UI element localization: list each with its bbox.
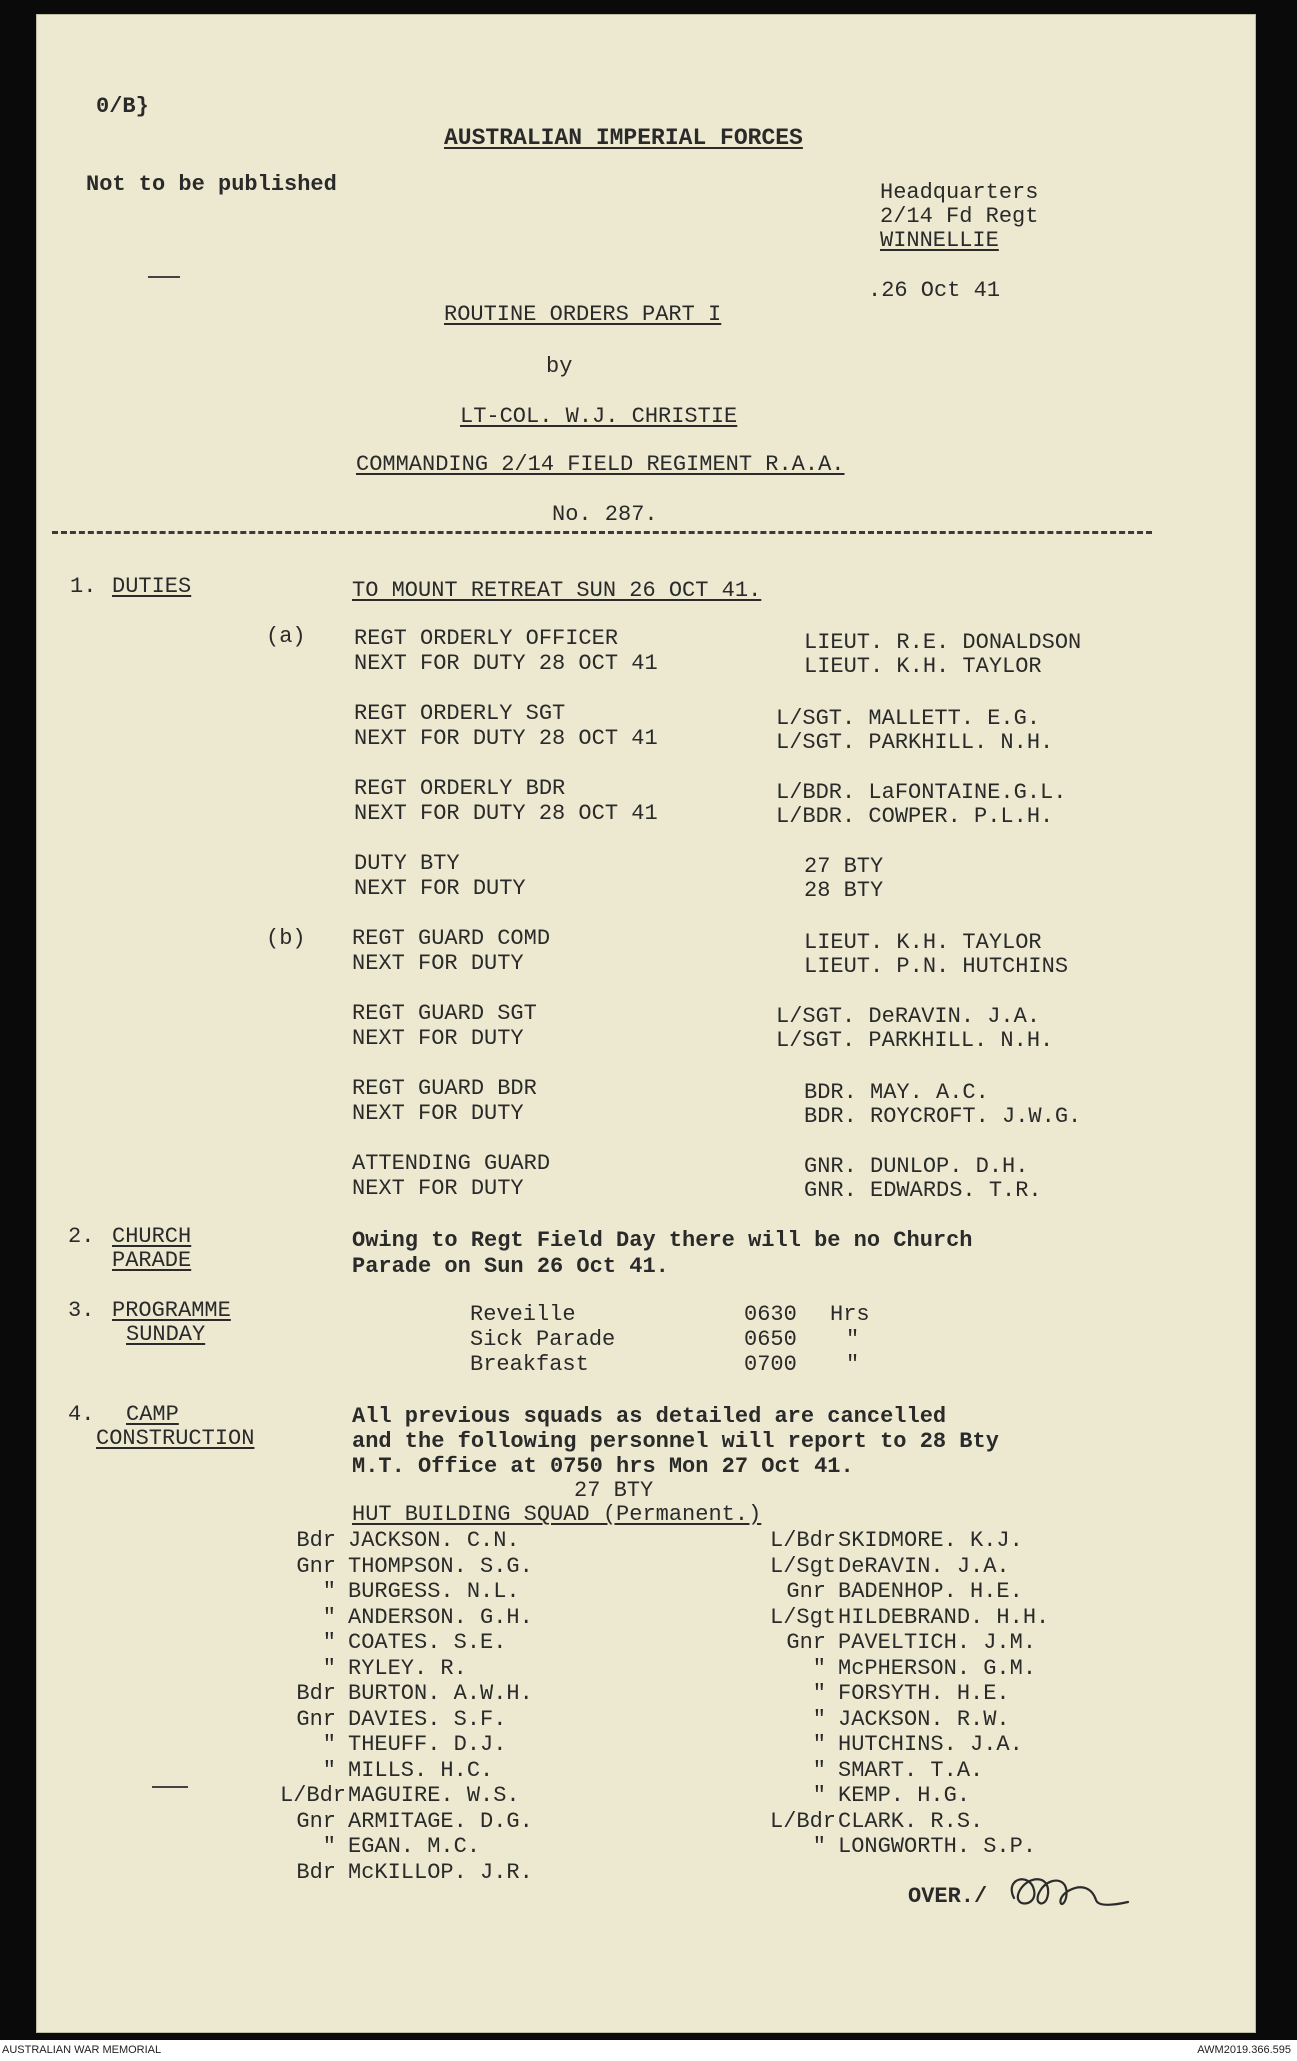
section-2-line-2: Parade on Sun 26 Oct 41. — [352, 1254, 669, 1279]
duty-name: L/SGT. MALLETT. E.G. — [776, 706, 1041, 731]
section-1-number: 1. — [70, 574, 97, 599]
duty-name-next: L/SGT. PARKHILL. N.H. — [776, 730, 1054, 755]
hq-line-3: WINNELLIE — [880, 228, 999, 253]
programme-event: Reveille — [470, 1302, 576, 1327]
reference-mark: 0/B} — [96, 94, 149, 119]
section-4-line-3: M.T. Office at 0750 hrs Mon 27 Oct 41. — [352, 1454, 854, 1479]
member-rank: Gnr — [296, 1706, 336, 1732]
squad-member — [280, 1783, 670, 1809]
duty-role: REGT GUARD SGT — [352, 1001, 537, 1026]
member-rank: " — [812, 1706, 826, 1732]
member-name: McPHERSON. G.M. — [838, 1655, 1037, 1681]
member-rank: L/Sgt — [770, 1604, 837, 1630]
member-rank: L/Bdr — [770, 1528, 837, 1553]
member-name: JACKSON. C.N. — [348, 1528, 520, 1553]
footer-accession: AWM2019.366.595 — [1197, 2044, 1291, 2056]
document-date: .26 Oct 41 — [868, 278, 1001, 303]
squad-member — [770, 1630, 1160, 1656]
squad-right-column — [770, 1528, 1160, 1860]
programme-unit: " — [846, 1352, 860, 1377]
squad-member — [280, 1834, 670, 1860]
duty-role-next: NEXT FOR DUTY — [354, 876, 526, 901]
member-rank: Gnr — [296, 1553, 336, 1579]
member-rank: " — [322, 1579, 336, 1604]
programme-unit: Hrs — [830, 1302, 870, 1327]
squad-member — [280, 1809, 670, 1835]
orders-title: ROUTINE ORDERS PART I — [444, 302, 722, 327]
order-number: No. 287. — [552, 502, 658, 527]
member-name: JACKSON. R.W. — [838, 1706, 1010, 1732]
not-published-note: Not to be published — [86, 172, 337, 197]
member-rank: " — [812, 1681, 826, 1706]
member-rank: " — [322, 1732, 336, 1757]
member-rank: Bdr — [296, 1528, 336, 1553]
member-rank: Gnr — [786, 1630, 826, 1655]
margin-mark — [152, 1786, 188, 1788]
member-rank: " — [812, 1783, 826, 1808]
section-2-number: 2. — [68, 1224, 95, 1249]
member-rank: Gnr — [296, 1808, 336, 1834]
duty-name-next: L/BDR. COWPER. P.L.H. — [776, 804, 1054, 829]
section-3-heading-1: PROGRAMME — [112, 1298, 231, 1323]
signature-initials-icon — [1000, 1868, 1140, 1918]
member-rank: " — [322, 1834, 336, 1859]
section-2-line-1: Owing to Regt Field Day there will be no Church — [352, 1228, 973, 1253]
member-name: BADENHOP. H.E. — [838, 1579, 1023, 1604]
duty-role: REGT GUARD COMD — [352, 926, 551, 951]
section-1-intro: TO MOUNT RETREAT SUN 26 OCT 41. — [352, 578, 762, 603]
member-name: SKIDMORE. K.J. — [838, 1528, 1023, 1553]
section-1-heading: DUTIES — [112, 574, 192, 599]
member-name: HUTCHINS. J.A. — [838, 1732, 1023, 1757]
duty-role-next: NEXT FOR DUTY — [352, 951, 524, 976]
member-name: ANDERSON. G.H. — [348, 1604, 533, 1630]
sub-label-a: (a) — [266, 624, 306, 649]
member-rank: Bdr — [296, 1681, 336, 1706]
duty-name-next: LIEUT. P.N. HUTCHINS — [804, 954, 1069, 979]
duty-name-next: 28 BTY — [804, 878, 884, 903]
duty-role-next: NEXT FOR DUTY 28 OCT 41 — [354, 726, 658, 751]
member-name: MILLS. H.C. — [348, 1757, 494, 1783]
squad-member — [770, 1681, 1160, 1707]
member-name: RYLEY. R. — [348, 1655, 467, 1681]
duty-role-next: NEXT FOR DUTY — [352, 1101, 524, 1126]
member-rank: " — [812, 1732, 826, 1757]
section-2-heading-2: PARADE — [112, 1248, 192, 1273]
member-name: FORSYTH. H.E. — [838, 1681, 1010, 1706]
member-name: BURGESS. N.L. — [348, 1579, 520, 1604]
by-line: by — [546, 354, 573, 379]
duty-role: DUTY BTY — [354, 851, 460, 876]
member-rank: Gnr — [786, 1579, 826, 1604]
commander-name: LT-COL. W.J. CHRISTIE — [460, 404, 738, 429]
section-3-heading-2: SUNDAY — [126, 1322, 206, 1347]
duty-role: REGT GUARD BDR — [352, 1076, 537, 1101]
squad-member — [280, 1528, 670, 1554]
over-note: OVER./ — [908, 1884, 988, 1909]
duty-name: LIEUT. K.H. TAYLOR — [804, 930, 1042, 955]
squad-member — [770, 1554, 1160, 1580]
squad-member — [280, 1860, 670, 1886]
member-name: HILDEBRAND. H.H. — [838, 1604, 1050, 1630]
programme-time: 0650 — [744, 1327, 797, 1352]
duty-name-next: L/SGT. PARKHILL. N.H. — [776, 1028, 1054, 1053]
member-name: PAVELTICH. J.M. — [838, 1630, 1037, 1655]
member-name: ARMITAGE. D.G. — [348, 1808, 533, 1834]
section-4-number: 4. — [68, 1402, 95, 1427]
programme-event: Breakfast — [470, 1352, 589, 1377]
member-rank: Bdr — [296, 1859, 336, 1885]
member-rank: " — [322, 1655, 336, 1681]
squad-member — [770, 1528, 1160, 1554]
squad-member — [280, 1707, 670, 1733]
duty-role: REGT ORDERLY SGT — [354, 701, 566, 726]
squad-left-column — [280, 1528, 670, 1885]
hq-line-1: Headquarters — [880, 180, 1039, 205]
section-4-line-1: All previous squads as detailed are cancelled — [352, 1404, 947, 1429]
duty-role: REGT ORDERLY BDR — [354, 776, 566, 801]
member-name: DAVIES. S.F. — [348, 1706, 507, 1732]
duty-role-next: NEXT FOR DUTY 28 OCT 41 — [354, 651, 658, 676]
duty-name-next: BDR. ROYCROFT. J.W.G. — [804, 1104, 1082, 1129]
programme-time: 0630 — [744, 1302, 797, 1327]
duty-role-next: NEXT FOR DUTY — [352, 1176, 524, 1201]
programme-time: 0700 — [744, 1352, 797, 1377]
section-3-number: 3. — [68, 1298, 95, 1323]
duty-name-next: LIEUT. K.H. TAYLOR — [804, 654, 1042, 679]
squad-title: HUT BUILDING SQUAD (Permanent.) — [352, 1502, 762, 1527]
document-title: AUSTRALIAN IMPERIAL FORCES — [444, 125, 803, 151]
member-name: DeRAVIN. J.A. — [838, 1553, 1010, 1579]
member-rank: L/Bdr — [280, 1783, 347, 1808]
hq-line-2: 2/14 Fd Regt — [880, 204, 1039, 229]
duty-role: REGT ORDERLY OFFICER — [354, 626, 619, 651]
member-name: KEMP. H.G. — [838, 1783, 971, 1808]
member-rank: " — [812, 1757, 826, 1783]
member-rank: " — [812, 1834, 826, 1859]
member-name: CLARK. R.S. — [838, 1808, 984, 1834]
section-4-line-2: and the following personnel will report to 28 Bty — [352, 1429, 999, 1454]
squad-member — [770, 1809, 1160, 1835]
sub-label-b: (b) — [266, 926, 306, 951]
member-name: COATES. S.E. — [348, 1630, 507, 1655]
section-4-heading-2: CONSTRUCTION — [96, 1426, 255, 1451]
squad-member — [770, 1834, 1160, 1860]
squad-member — [770, 1758, 1160, 1784]
duty-role-next: NEXT FOR DUTY — [352, 1026, 524, 1051]
member-rank: " — [322, 1604, 336, 1630]
member-name: MAGUIRE. W.S. — [348, 1783, 520, 1808]
squad-member — [280, 1605, 670, 1631]
duty-name: 27 BTY — [804, 854, 884, 879]
squad-member — [280, 1656, 670, 1682]
squad-member — [280, 1630, 670, 1656]
member-name: McKILLOP. J.R. — [348, 1859, 533, 1885]
member-rank: L/Bdr — [770, 1808, 837, 1834]
member-name: SMART. T.A. — [838, 1757, 984, 1783]
commanding-line: COMMANDING 2/14 FIELD REGIMENT R.A.A. — [356, 452, 845, 477]
squad-member — [280, 1732, 670, 1758]
footer-institution: AUSTRALIAN WAR MEMORIAL — [2, 2044, 162, 2056]
programme-unit: " — [846, 1327, 860, 1352]
duty-name: L/BDR. LaFONTAINE.G.L. — [776, 780, 1067, 805]
duty-role: ATTENDING GUARD — [352, 1151, 551, 1176]
squad-member — [280, 1554, 670, 1580]
member-name: BURTON. A.W.H. — [348, 1681, 533, 1706]
squad-member — [770, 1707, 1160, 1733]
member-rank: " — [322, 1630, 336, 1655]
member-name: LONGWORTH. S.P. — [838, 1834, 1037, 1859]
section-2-heading-1: CHURCH — [112, 1224, 192, 1249]
squad-member — [770, 1656, 1160, 1682]
battery-label: 27 BTY — [574, 1478, 654, 1503]
margin-mark — [148, 276, 180, 278]
squad-member — [280, 1758, 670, 1784]
programme-event: Sick Parade — [470, 1327, 616, 1352]
member-name: THEUFF. D.J. — [348, 1732, 507, 1757]
member-name: THOMPSON. S.G. — [348, 1553, 533, 1579]
duty-name: BDR. MAY. A.C. — [804, 1080, 989, 1105]
member-rank: " — [322, 1757, 336, 1783]
squad-member — [280, 1579, 670, 1605]
duty-name: GNR. DUNLOP. D.H. — [804, 1154, 1029, 1179]
duty-name-next: GNR. EDWARDS. T.R. — [804, 1178, 1042, 1203]
duty-role-next: NEXT FOR DUTY 28 OCT 41 — [354, 801, 658, 826]
squad-member — [770, 1783, 1160, 1809]
duty-name: LIEUT. R.E. DONALDSON — [804, 630, 1082, 655]
duty-name: L/SGT. DeRAVIN. J.A. — [776, 1004, 1041, 1029]
separator-rule — [52, 531, 1152, 534]
member-rank: " — [812, 1655, 826, 1681]
squad-member — [770, 1579, 1160, 1605]
member-rank: L/Sgt — [770, 1553, 837, 1579]
squad-member — [280, 1681, 670, 1707]
member-name: EGAN. M.C. — [348, 1834, 481, 1859]
section-4-heading-1: CAMP — [126, 1402, 179, 1427]
squad-member — [770, 1732, 1160, 1758]
squad-member — [770, 1605, 1160, 1631]
